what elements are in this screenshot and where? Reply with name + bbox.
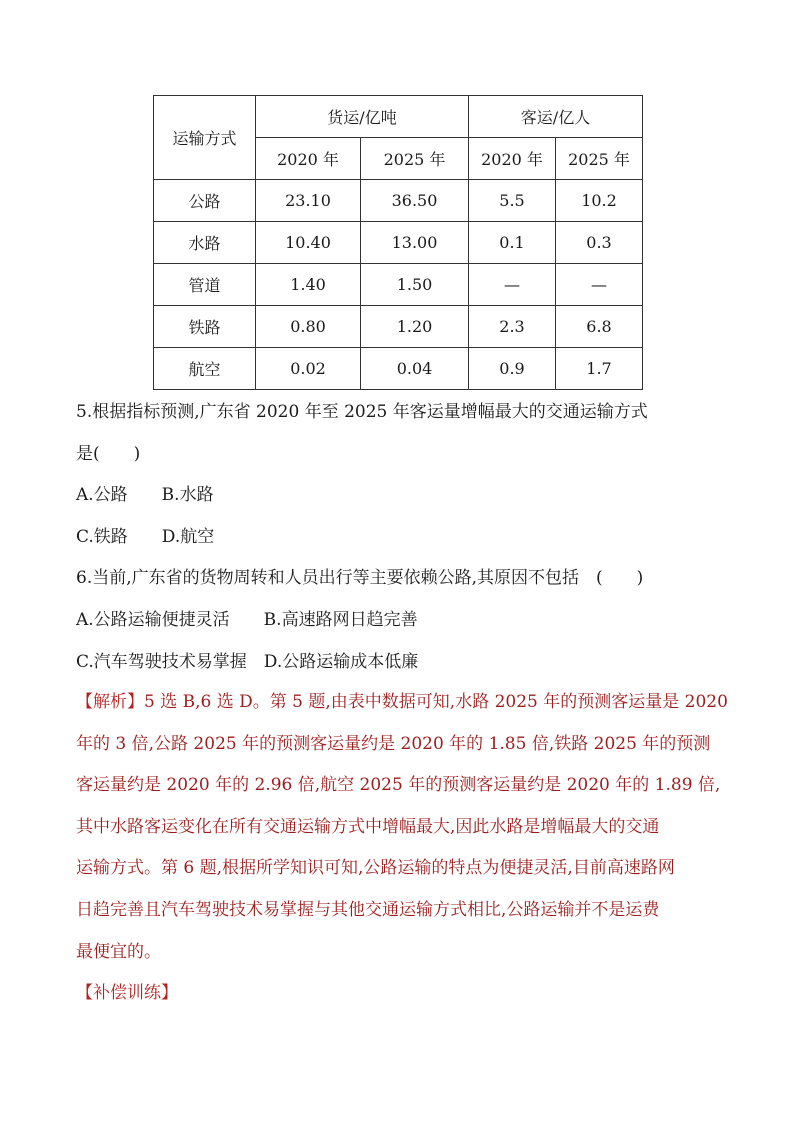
- value-cell: —: [556, 264, 643, 306]
- value-cell: 0.04: [361, 348, 469, 390]
- value-cell: 0.02: [256, 348, 361, 390]
- analysis-line: 年的 3 倍,公路 2025 年的预测客运量约是 2020 年的 1.85 倍,铁路 2025 年的预测: [76, 733, 711, 754]
- mode-cell: 公路: [154, 180, 256, 222]
- value-cell: 0.3: [556, 222, 643, 264]
- value-cell: 1.20: [361, 306, 469, 348]
- mode-cell: 铁路: [154, 306, 256, 348]
- compensation-heading: 【补偿训练】: [76, 983, 178, 1003]
- q5-stem-line1: 5.根据指标预测,广东省 2020 年至 2025 年客运量增幅最大的交通运输方式: [76, 402, 648, 422]
- value-cell: 1.40: [256, 264, 361, 306]
- value-cell: 0.80: [256, 306, 361, 348]
- table-corner-header: 运输方式: [154, 96, 256, 180]
- value-cell: 5.5: [469, 180, 556, 222]
- year-header: 2020 年: [469, 138, 556, 180]
- passenger-group-header: 客运/亿人: [469, 96, 643, 138]
- q5-options-ab: A.公路 B.水路: [76, 485, 214, 505]
- analysis-line: 其中水路客运变化在所有交通运输方式中增幅最大,因此水路是增幅最大的交通: [76, 816, 660, 837]
- analysis-line: 运输方式。第 6 题,根据所学知识可知,公路运输的特点为便捷灵活,目前高速路网: [76, 858, 675, 879]
- table-row: [154, 348, 643, 390]
- table-row: [154, 180, 643, 222]
- value-cell: 0.9: [469, 348, 556, 390]
- analysis-tag: 【解析】: [76, 692, 144, 712]
- mode-cell: 管道: [154, 264, 256, 306]
- mode-cell: 航空: [154, 348, 256, 390]
- year-header: 2025 年: [361, 138, 469, 180]
- table-row: [154, 222, 643, 264]
- analysis-block: [76, 682, 726, 973]
- value-cell: 36.50: [361, 180, 469, 222]
- value-cell: 23.10: [256, 180, 361, 222]
- value-cell: 10.2: [556, 180, 643, 222]
- q5-stem-line2: 是( ): [76, 444, 141, 464]
- value-cell: 10.40: [256, 222, 361, 264]
- value-cell: 1.50: [361, 264, 469, 306]
- q6-options-ab: A.公路运输便捷灵活 B.高速路网日趋完善: [76, 610, 418, 630]
- value-cell: 2.3: [469, 306, 556, 348]
- analysis-line: [76, 682, 726, 724]
- value-cell: 1.7: [556, 348, 643, 390]
- value-cell: 13.00: [361, 222, 469, 264]
- analysis-line: 最便宜的。: [76, 941, 161, 962]
- freight-passenger-table: [153, 95, 643, 390]
- value-cell: 0.1: [469, 222, 556, 264]
- value-cell: 6.8: [556, 306, 643, 348]
- analysis-line: 日趋完善且汽车驾驶技术易掌握与其他交通运输方式相比,公路运输并不是运费: [76, 899, 660, 920]
- table-row: [154, 306, 643, 348]
- q5-options-cd: C.铁路 D.航空: [76, 527, 215, 547]
- q6-options-cd: C.汽车驾驶技术易掌握 D.公路运输成本低廉: [76, 652, 419, 672]
- mode-cell: 水路: [154, 222, 256, 264]
- analysis-line: 客运量约是 2020 年的 2.96 倍,航空 2025 年的预测客运量约是 2020 年的 1.89 倍,: [76, 775, 721, 796]
- table-row: [154, 264, 643, 306]
- freight-group-header: 货运/亿吨: [256, 96, 469, 138]
- q6-stem: 6.当前,广东省的货物周转和人员出行等主要依赖公路,其原因不包括 ( ): [76, 568, 644, 588]
- year-header: 2020 年: [256, 138, 361, 180]
- analysis-text: 5 选 B,6 选 D。第 5 题,由表中数据可知,水路 2025 年的预测客运量是 2020: [144, 692, 728, 712]
- year-header: 2025 年: [556, 138, 643, 180]
- value-cell: —: [469, 264, 556, 306]
